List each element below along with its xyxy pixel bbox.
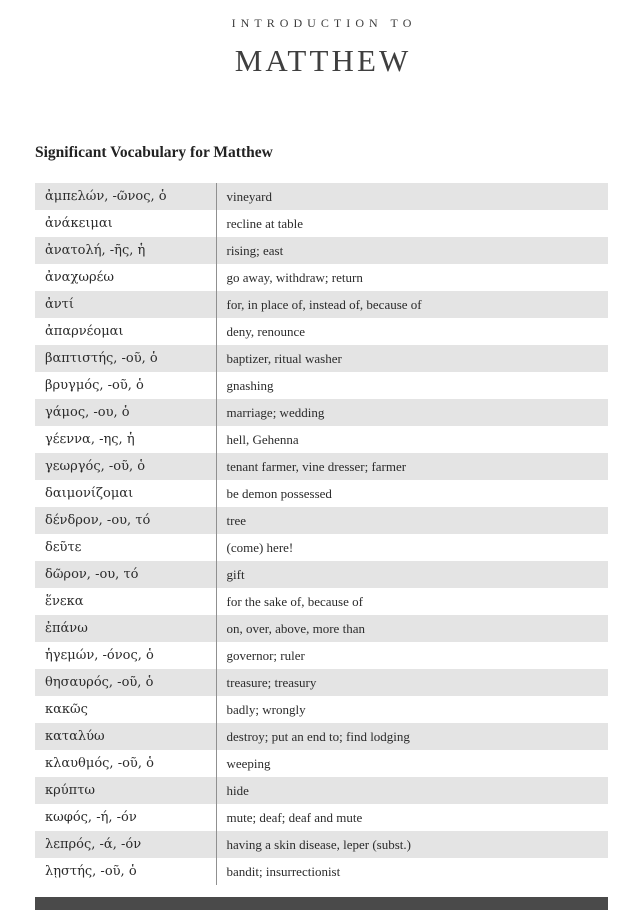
greek-term-cell: κρύπτω <box>35 777 216 804</box>
gloss-cell: treasure; treasury <box>226 675 317 691</box>
vocab-row <box>35 210 608 237</box>
vocab-row <box>35 750 608 777</box>
gloss-cell: bandit; insurrectionist <box>226 864 341 880</box>
vocab-row <box>35 183 608 210</box>
greek-term-cell: ἀναχωρέω <box>35 264 216 291</box>
greek-term-cell: ἡγεμών, -όνος, ὁ <box>35 642 216 669</box>
gloss-cell: deny, renounce <box>226 324 306 340</box>
next-table-edge-bar <box>35 897 608 910</box>
greek-term-cell: ἀνατολή, -ῆς, ἡ <box>35 237 216 264</box>
gloss-cell: (come) here! <box>226 540 294 556</box>
gloss-cell: destroy; put an end to; find lodging <box>226 729 410 745</box>
greek-term-cell: γέεννα, -ης, ἡ <box>35 426 216 453</box>
gloss-cell: on, over, above, more than <box>226 621 365 637</box>
vocab-row <box>35 831 608 858</box>
greek-term-cell: ἕνεκα <box>35 588 216 615</box>
gloss-cell: gnashing <box>226 378 274 394</box>
vocab-row <box>35 804 608 831</box>
vocab-row <box>35 534 608 561</box>
gloss-cell: rising; east <box>226 243 284 259</box>
vocab-row <box>35 561 608 588</box>
greek-term-cell: γάμος, -ου, ὁ <box>35 399 216 426</box>
greek-term-cell: βαπτιστής, -οῦ, ὁ <box>35 345 216 372</box>
greek-term-cell: ἀντί <box>35 291 216 318</box>
vocab-row <box>35 426 608 453</box>
gloss-cell: be demon possessed <box>226 486 332 502</box>
gloss-cell: baptizer, ritual washer <box>226 351 342 367</box>
vocab-row <box>35 669 608 696</box>
greek-term-cell: βρυγμός, -οῦ, ὁ <box>35 372 216 399</box>
section-heading: Significant Vocabulary for Matthew <box>35 144 273 162</box>
vocab-row <box>35 642 608 669</box>
page-title: MATTHEW <box>234 43 412 78</box>
vocab-table <box>35 183 608 885</box>
gloss-cell: tree <box>226 513 246 529</box>
vocab-table-body <box>35 183 608 885</box>
gloss-cell: go away, withdraw; return <box>226 270 363 286</box>
vocab-row <box>35 237 608 264</box>
greek-term-cell: δεῦτε <box>35 534 216 561</box>
gloss-cell: mute; deaf; deaf and mute <box>226 810 363 826</box>
greek-term-cell: κλαυθμός, -οῦ, ὁ <box>35 750 216 777</box>
gloss-cell: having a skin disease, leper (subst.) <box>226 837 411 853</box>
gloss-cell: governor; ruler <box>226 648 305 664</box>
page-header <box>35 16 608 78</box>
gloss-cell: for, in place of, instead of, because of <box>226 297 422 313</box>
gloss-cell: hide <box>226 783 249 799</box>
greek-term-cell: κωφός, -ή, -όν <box>35 804 216 831</box>
vocab-row <box>35 291 608 318</box>
vocab-row <box>35 372 608 399</box>
vocab-row <box>35 264 608 291</box>
greek-term-cell: κακῶς <box>35 696 216 723</box>
gloss-cell: hell, Gehenna <box>226 432 299 448</box>
greek-term-cell: θησαυρός, -οῦ, ὁ <box>35 669 216 696</box>
greek-term-cell: λεπρός, -ά, -όν <box>35 831 216 858</box>
gloss-cell: for the sake of, because of <box>226 594 363 610</box>
vocab-row <box>35 507 608 534</box>
vocab-row <box>35 453 608 480</box>
gloss-cell: marriage; wedding <box>226 405 325 421</box>
greek-term-cell: γεωργός, -οῦ, ὁ <box>35 453 216 480</box>
greek-term-cell: ἀμπελών, -ῶνος, ὁ <box>35 183 216 210</box>
vocab-row <box>35 723 608 750</box>
greek-term-cell: ἀπαρνέομαι <box>35 318 216 345</box>
gloss-cell: gift <box>226 567 245 583</box>
greek-term-cell: δῶρον, -ου, τό <box>35 561 216 588</box>
vocab-row <box>35 588 608 615</box>
gloss-cell: tenant farmer, vine dresser; farmer <box>226 459 407 475</box>
vocab-row <box>35 858 608 885</box>
chapter-kicker: INTRODUCTION TO <box>231 16 417 30</box>
gloss-cell: vineyard <box>226 189 272 205</box>
greek-term-cell: δένδρον, -ου, τό <box>35 507 216 534</box>
vocab-row <box>35 399 608 426</box>
greek-term-cell: λῃστής, -οῦ, ὁ <box>35 858 216 885</box>
greek-term-cell: δαιμονίζομαι <box>35 480 216 507</box>
vocab-row <box>35 480 608 507</box>
greek-term-cell: ἐπάνω <box>35 615 216 642</box>
gloss-cell: weeping <box>226 756 271 772</box>
greek-term-cell: ἀνάκειμαι <box>35 210 216 237</box>
greek-term-cell: καταλύω <box>35 723 216 750</box>
gloss-cell: badly; wrongly <box>226 702 306 718</box>
vocab-row <box>35 615 608 642</box>
vocab-row <box>35 345 608 372</box>
vocab-row <box>35 777 608 804</box>
vocab-row <box>35 318 608 345</box>
gloss-cell: recline at table <box>226 216 304 232</box>
vocab-row <box>35 696 608 723</box>
